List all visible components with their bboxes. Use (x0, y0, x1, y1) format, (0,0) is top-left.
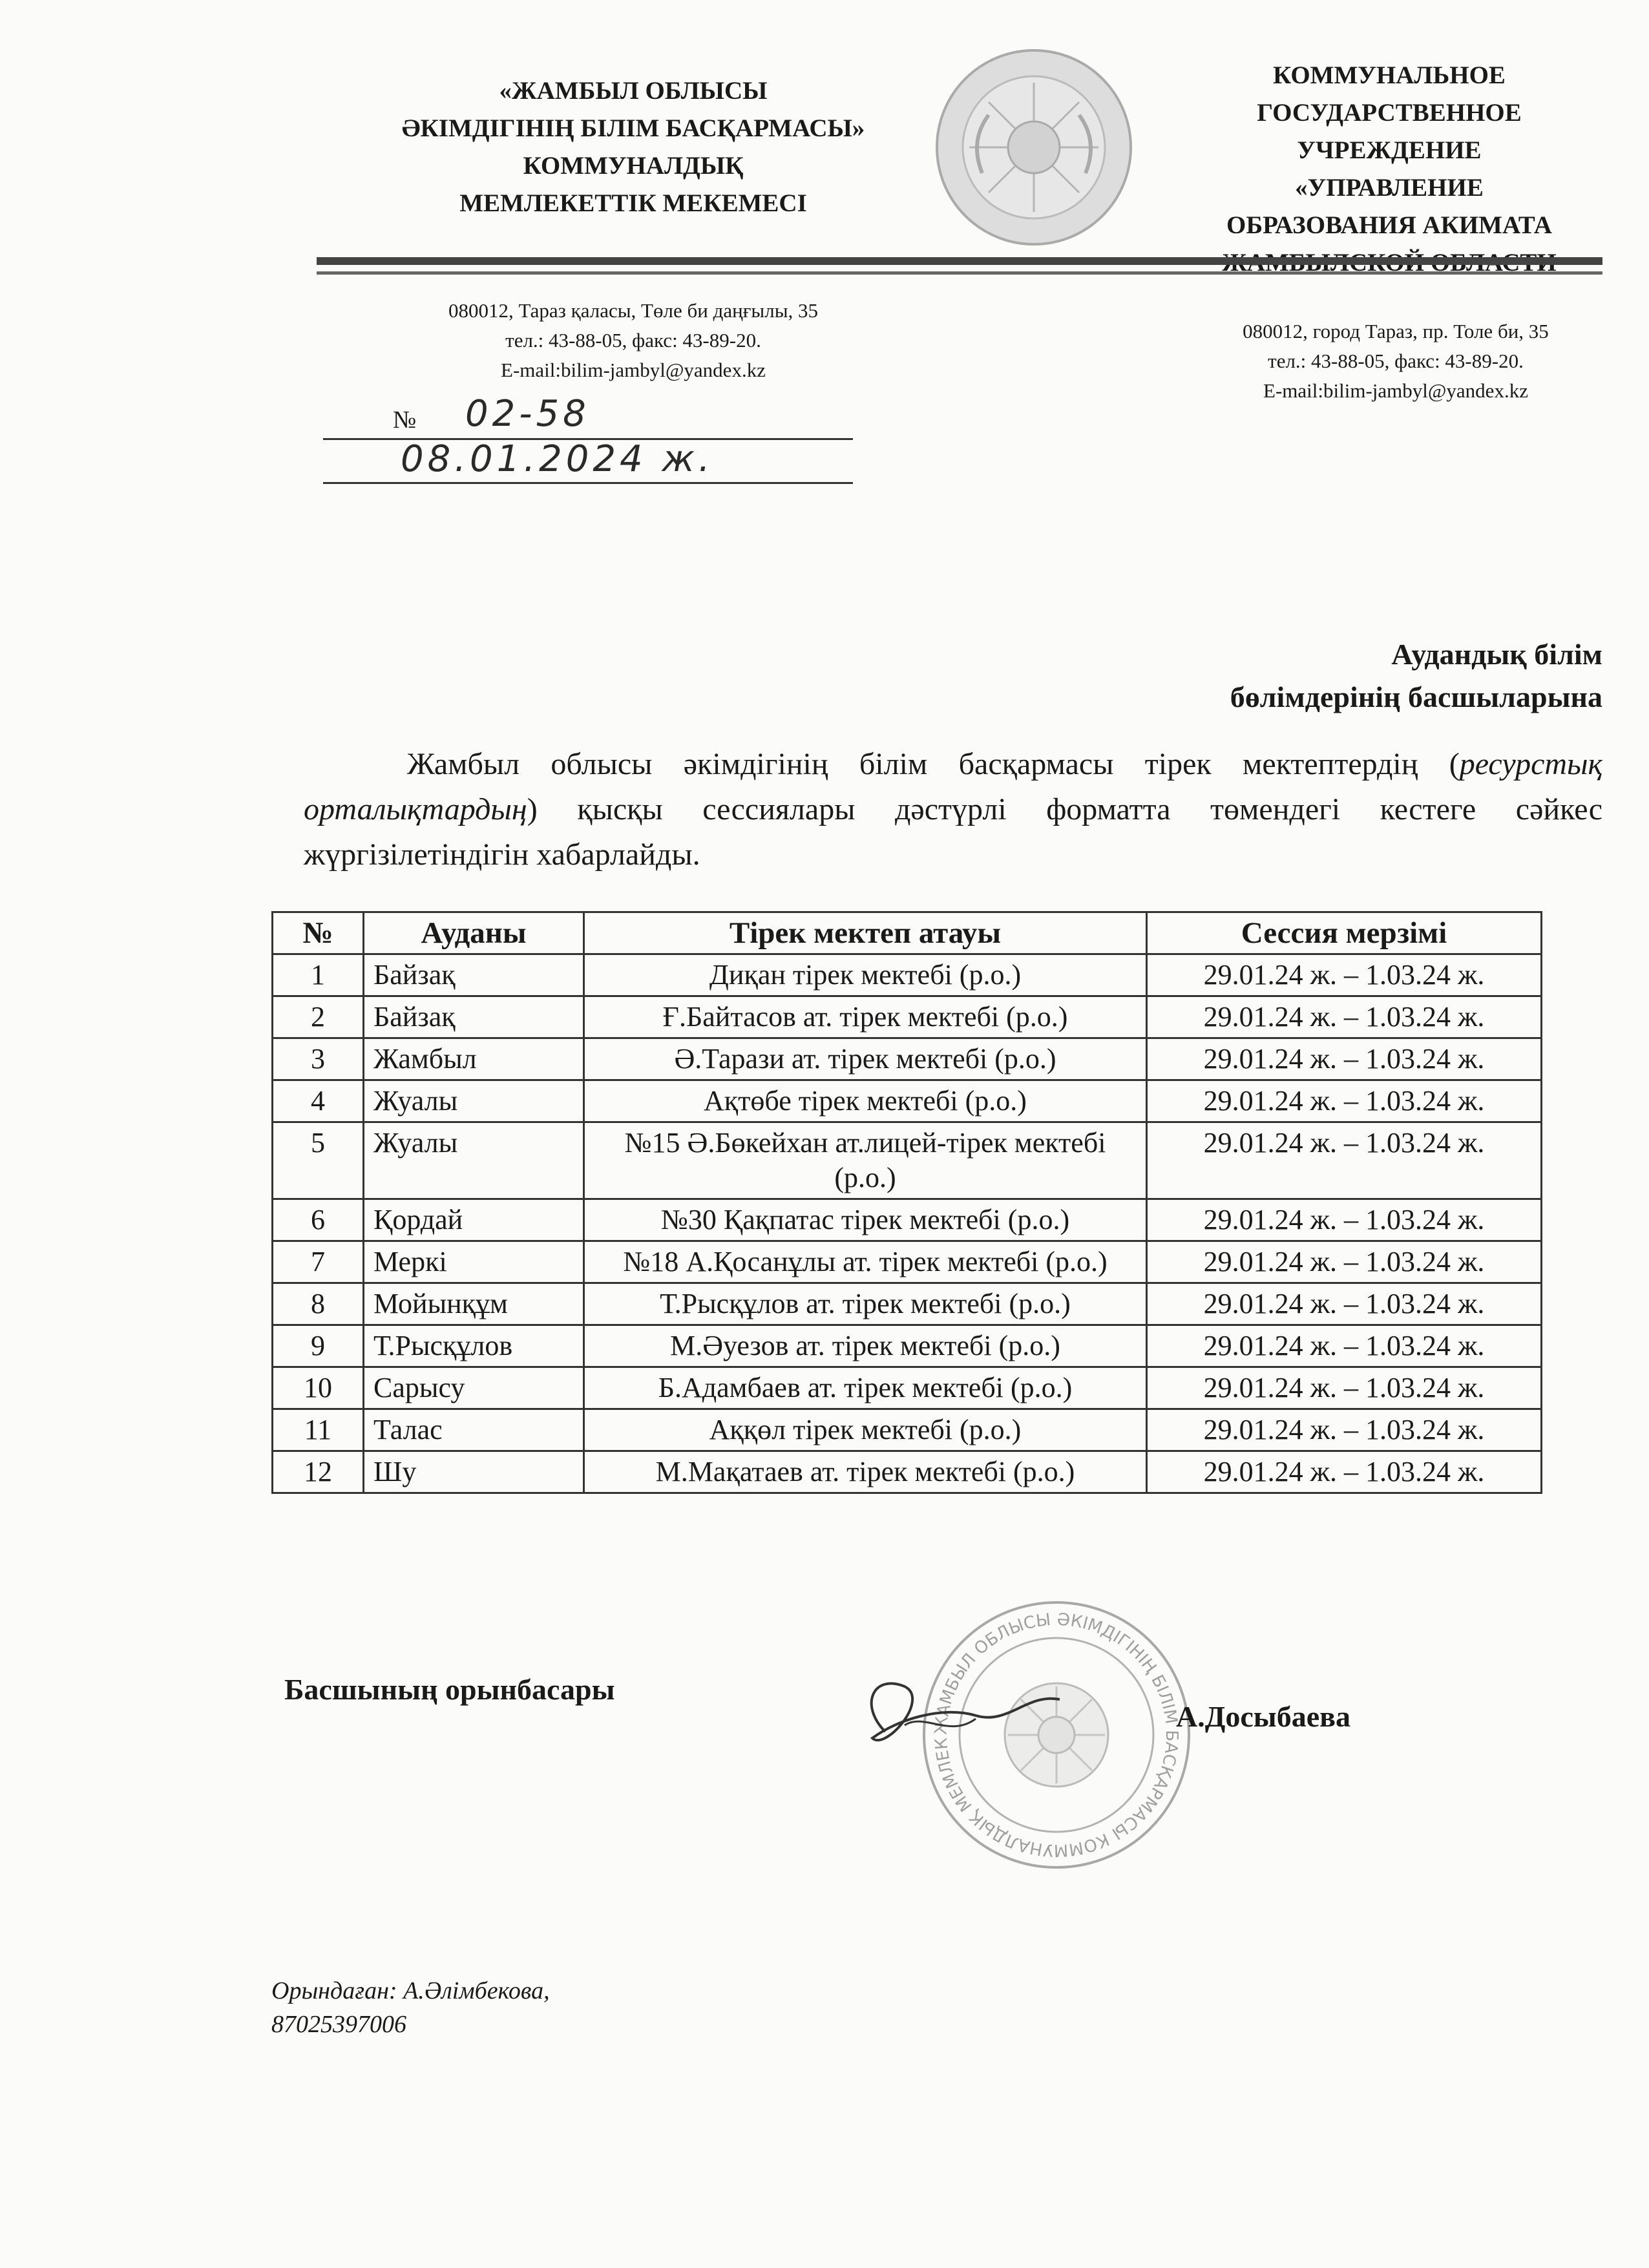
row-district: Қордай (364, 1199, 584, 1241)
table-row (273, 1451, 1542, 1493)
table-row (273, 1199, 1542, 1241)
row-district: Талас (364, 1409, 584, 1451)
executor-name: Орындаған: А.Әлімбекова, (271, 1977, 550, 2004)
address-left (362, 296, 905, 385)
header-right-org (1163, 57, 1615, 282)
row-num: 3 (273, 1038, 364, 1080)
address-right (1189, 317, 1602, 406)
header-session: Сессия мерзімі (1147, 912, 1542, 954)
row-district: Мойынқұм (364, 1283, 584, 1325)
header-rule-thin (317, 271, 1602, 275)
table-row (273, 996, 1542, 1038)
registration-date-value: 08.01.2024 ж. (401, 438, 714, 480)
registration-date-underline (323, 482, 853, 484)
executor-info (271, 1974, 550, 2041)
table-row (273, 954, 1542, 996)
row-date: 29.01.24 ж. – 1.03.24 ж. (1147, 1122, 1542, 1199)
row-school: Диқан тірек мектебі (р.о.) (584, 954, 1147, 996)
executor-phone: 87025397006 (271, 2011, 406, 2038)
row-num: 10 (273, 1367, 364, 1409)
address-right-line: 080012, город Тараз, пр. Толе би, 35 (1243, 320, 1549, 342)
row-district: Жуалы (364, 1122, 584, 1199)
row-date: 29.01.24 ж. – 1.03.24 ж. (1147, 954, 1542, 996)
header-right-line: ОБРАЗОВАНИЯ АКИМАТА (1226, 211, 1552, 239)
header-right-line: КОММУНАЛЬНОЕ (1273, 61, 1506, 89)
row-school: Ақтөбе тірек мектебі (р.о.) (584, 1080, 1147, 1122)
header-left-org (304, 72, 963, 222)
registration-number-value: 02-58 (465, 393, 590, 435)
header-district: Ауданы (364, 912, 584, 954)
row-num: 4 (273, 1080, 364, 1122)
body-text-part2: ) қысқы сессиялары дәстүрлі форматта төмендегі кестеге сәйкес жүргізілетіндігін хабарлайды. (304, 792, 1602, 872)
row-district: Байзақ (364, 996, 584, 1038)
row-date: 29.01.24 ж. – 1.03.24 ж. (1147, 1080, 1542, 1122)
header-right-line: ГОСУДАРСТВЕННОЕ (1257, 99, 1522, 127)
table-row (273, 1409, 1542, 1451)
row-school: Аққөл тірек мектебі (р.о.) (584, 1409, 1147, 1451)
table-row (273, 1325, 1542, 1367)
row-school: М.Мақатаев ат. тірек мектебі (р.о.) (584, 1451, 1147, 1493)
state-emblem (930, 44, 1137, 251)
row-school: №18 А.Қосанұлы ат. тірек мектебі (р.о.) (584, 1241, 1147, 1283)
row-num: 11 (273, 1409, 364, 1451)
table-header-row (273, 912, 1542, 954)
address-right-line: E-mail:bilim-jambyl@yandex.kz (1263, 379, 1528, 402)
address-right-line: тел.: 43-88-05, факс: 43-89-20. (1268, 350, 1524, 372)
row-date: 29.01.24 ж. – 1.03.24 ж. (1147, 1199, 1542, 1241)
header-left-line: ӘКІМДІГІНІҢ БІЛІМ БАСҚАРМАСЫ» (401, 114, 865, 142)
row-num: 2 (273, 996, 364, 1038)
row-district: Байзақ (364, 954, 584, 996)
header-right-line: УЧРЕЖДЕНИЕ (1297, 136, 1482, 164)
schedule-table (271, 911, 1542, 1494)
address-left-line: тел.: 43-88-05, факс: 43-89-20. (505, 329, 761, 352)
row-school: М.Әуезов ат. тірек мектебі (р.о.) (584, 1325, 1147, 1367)
row-num: 9 (273, 1325, 364, 1367)
table-row (273, 1241, 1542, 1283)
table-row (273, 1283, 1542, 1325)
registration-date (323, 439, 853, 491)
row-date: 29.01.24 ж. – 1.03.24 ж. (1147, 1325, 1542, 1367)
header-num: № (273, 912, 364, 954)
row-num: 6 (273, 1199, 364, 1241)
row-district: Жамбыл (364, 1038, 584, 1080)
emblem-graphic (930, 44, 1137, 251)
signature-title: Басшының орынбасары (284, 1673, 615, 1706)
row-district: Шу (364, 1451, 584, 1493)
body-text-part1: Жамбыл облысы әкімдігінің білім басқармасы тірек мектептердің ( (407, 747, 1460, 781)
row-school: Т.Рысқұлов ат. тірек мектебі (р.о.) (584, 1283, 1147, 1325)
registration-number-label: № (393, 406, 417, 434)
table-row (273, 1080, 1542, 1122)
header-left-line: «ЖАМБЫЛ ОБЛЫСЫ (499, 77, 768, 105)
row-date: 29.01.24 ж. – 1.03.24 ж. (1147, 1241, 1542, 1283)
address-left-line: E-mail:bilim-jambyl@yandex.kz (501, 359, 766, 381)
addressee-line: бөлімдерінің басшыларына (1230, 680, 1602, 713)
header-left-line: МЕМЛЕКЕТТІК МЕКЕМЕСІ (459, 189, 807, 217)
addressee (969, 633, 1602, 719)
row-date: 29.01.24 ж. – 1.03.24 ж. (1147, 996, 1542, 1038)
header-right-line: «УПРАВЛЕНИЕ (1295, 174, 1484, 202)
row-district: Сарысу (364, 1367, 584, 1409)
row-date: 29.01.24 ж. – 1.03.24 ж. (1147, 1409, 1542, 1451)
row-school: Б.Адамбаев ат. тірек мектебі (р.о.) (584, 1367, 1147, 1409)
address-left-line: 080012, Тараз қаласы, Төле би даңғылы, 35 (448, 299, 819, 322)
stamp-ring-text: ЖАМБЫЛ ОБЛЫСЫ ӘКІМДІГІНІҢ БІЛІМ БАСҚАРМАСЫ КОММУНАЛДЫҚ МЕМЛЕК (931, 1610, 1182, 1860)
row-num: 12 (273, 1451, 364, 1493)
row-school: Ә.Тарази ат. тірек мектебі (р.о.) (584, 1038, 1147, 1080)
row-date: 29.01.24 ж. – 1.03.24 ж. (1147, 1451, 1542, 1493)
row-num: 5 (273, 1122, 364, 1199)
row-num: 7 (273, 1241, 364, 1283)
body-text-italic: ресурстық орталықтардың (304, 747, 1602, 826)
signature-name: А.Досыбаева (1176, 1700, 1350, 1733)
row-date: 29.01.24 ж. – 1.03.24 ж. (1147, 1283, 1542, 1325)
table-row (273, 1122, 1542, 1199)
addressee-line: Аудандық білім (1391, 638, 1602, 671)
row-school: №15 Ә.Бөкейхан ат.лицей-тірек мектебі (р.о.) (584, 1122, 1147, 1199)
row-num: 8 (273, 1283, 364, 1325)
handwritten-signature (846, 1654, 1092, 1770)
table-row (273, 1367, 1542, 1409)
row-date: 29.01.24 ж. – 1.03.24 ж. (1147, 1038, 1542, 1080)
body-paragraph (304, 742, 1602, 877)
row-num: 1 (273, 954, 364, 996)
row-date: 29.01.24 ж. – 1.03.24 ж. (1147, 1367, 1542, 1409)
row-district: Меркі (364, 1241, 584, 1283)
header-left-line: КОММУНАЛДЫҚ (523, 152, 744, 180)
row-school: №30 Қақпатас тірек мектебі (р.о.) (584, 1199, 1147, 1241)
table-row (273, 1038, 1542, 1080)
signature-graphic (846, 1654, 1092, 1770)
row-district: Жуалы (364, 1080, 584, 1122)
header-school: Тірек мектеп атауы (584, 912, 1147, 954)
row-school: Ғ.Байтасов ат. тірек мектебі (р.о.) (584, 996, 1147, 1038)
row-district: Т.Рысқұлов (364, 1325, 584, 1367)
header-rule-thick (317, 257, 1602, 265)
